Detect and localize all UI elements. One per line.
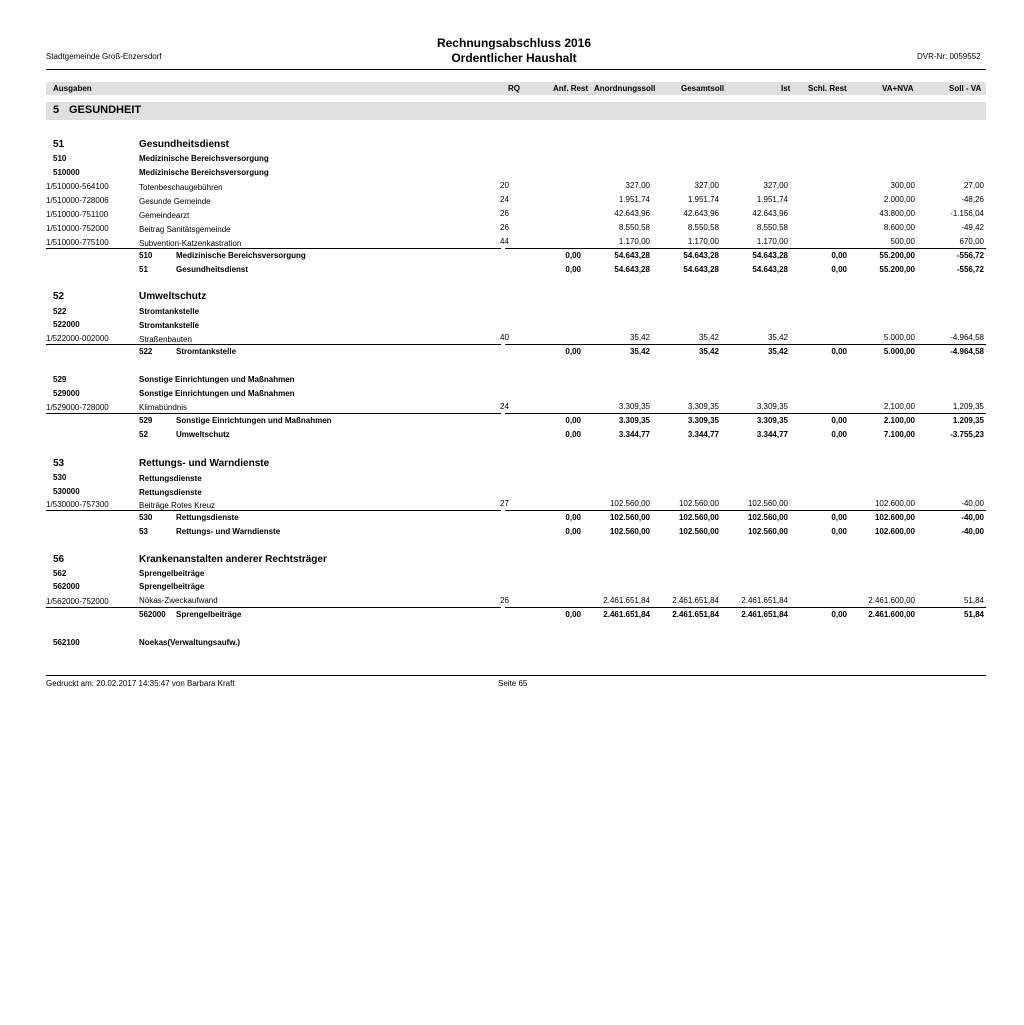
subtotal-soll-va: -556,72 <box>956 265 984 274</box>
section-number: 5 <box>53 104 60 116</box>
subtotal-va-nva: 7.100,00 <box>883 430 915 439</box>
col-anordnungssoll: Anordnungssoll <box>594 84 656 93</box>
subgroup-code: 530 <box>53 473 67 482</box>
subgroup-title: Sonstige Einrichtungen und Maßnahmen <box>139 375 295 384</box>
subtotal-schl-rest: 0,00 <box>831 251 847 260</box>
item-text: Klimabündnis <box>139 403 188 412</box>
item-ist: 102.560,00 <box>747 499 788 508</box>
subgroup-code: 510000 <box>53 168 80 177</box>
printed-info: Gedruckt am: 20.02.2017 14:35:47 von Barbara Kraft <box>46 679 235 688</box>
account-number: 1/510000-728006 <box>46 196 109 205</box>
subtotal-ist: 3.309,35 <box>756 416 788 425</box>
subtotal-ist: 2.461.651,84 <box>741 610 788 619</box>
item-gesamtsoll: 2.461.651,84 <box>672 596 719 605</box>
item-anordnungssoll: 3.309,35 <box>618 402 650 411</box>
subtotal-rule <box>505 510 986 511</box>
col-va-nva: VA+NVA <box>882 84 914 93</box>
subtotal-text: Sonstige Einrichtungen und Maßnahmen <box>176 416 332 425</box>
item-va-nva: 8.600,00 <box>883 223 915 232</box>
account-number: 1/529000-728000 <box>46 403 109 412</box>
account-number: 1/510000-751100 <box>46 210 109 219</box>
item-rq: 20 <box>500 181 509 190</box>
subtotal-soll-va: -40,00 <box>961 513 984 522</box>
item-rq: 26 <box>500 223 509 232</box>
subtotal-code: 562000 <box>139 610 166 619</box>
subtotal-rule <box>505 344 986 345</box>
subgroup-title: Sprengelbeiträge <box>139 582 205 591</box>
subtotal-code: 522 <box>139 347 153 356</box>
item-va-nva: 5.000,00 <box>883 333 915 342</box>
item-anordnungssoll: 327,00 <box>625 181 650 190</box>
subtotal-soll-va: -3.755,23 <box>950 430 984 439</box>
item-gesamtsoll: 102.560,00 <box>678 499 719 508</box>
item-rq: 44 <box>500 237 509 246</box>
report-subtitle: Ordentlicher Haushalt <box>451 51 577 65</box>
subgroup-title: Medizinische Bereichsversorgung <box>139 154 269 163</box>
item-gesamtsoll: 3.309,35 <box>687 402 719 411</box>
subtotal-va-nva: 55.200,00 <box>879 251 915 260</box>
group-code: 51 <box>53 139 65 150</box>
item-soll-va: -40,00 <box>961 499 984 508</box>
item-soll-va: -49,42 <box>961 223 984 232</box>
item-soll-va: -48,26 <box>961 195 984 204</box>
subtotal-anf-rest: 0,00 <box>565 416 581 425</box>
subtotal-va-nva: 5.000,00 <box>883 347 915 356</box>
item-va-nva: 2.000,00 <box>883 195 915 204</box>
item-text: Subvention-Katzenkastration <box>139 239 242 248</box>
subtotal-schl-rest: 0,00 <box>831 416 847 425</box>
dvr-number: DVR-Nr: 0059552 <box>917 52 981 61</box>
subtotal-code: 530 <box>139 513 153 522</box>
subtotal-anordnungssoll: 54.643,28 <box>614 251 650 260</box>
item-anordnungssoll: 102.560,00 <box>609 499 650 508</box>
col-rq: RQ <box>508 84 520 93</box>
account-number: 1/510000-775100 <box>46 238 109 247</box>
subtotal-code: 52 <box>139 430 148 439</box>
subtotal-text: Rettungsdienste <box>176 513 239 522</box>
item-rq: 24 <box>500 402 509 411</box>
subtotal-gesamtsoll: 54.643,28 <box>683 265 719 274</box>
subtotal-gesamtsoll: 54.643,28 <box>683 251 719 260</box>
item-text: Totenbeschaugebühren <box>139 183 223 192</box>
subtotal-anf-rest: 0,00 <box>565 430 581 439</box>
subtotal-anf-rest: 0,00 <box>565 347 581 356</box>
item-va-nva: 43.800,00 <box>879 209 915 218</box>
subtotal-schl-rest: 0,00 <box>831 610 847 619</box>
item-anordnungssoll: 35,42 <box>629 333 650 342</box>
item-ist: 2.461.651,84 <box>741 596 788 605</box>
subtotal-rule <box>46 510 501 511</box>
subtotal-ist: 102.560,00 <box>747 513 788 522</box>
subgroup-title: Sprengelbeiträge <box>139 569 205 578</box>
item-ist: 1.951,74 <box>756 195 788 204</box>
subgroup-code: 522000 <box>53 320 80 329</box>
subgroup-code: 529 <box>53 375 67 384</box>
account-number: 1/510000-564100 <box>46 182 109 191</box>
subtotal-rule <box>505 413 986 414</box>
item-soll-va: -1.156,04 <box>950 209 984 218</box>
subgroup-title: Stromtankstelle <box>139 321 200 330</box>
group-code: 52 <box>53 291 65 302</box>
item-va-nva: 2.461.600,00 <box>868 596 915 605</box>
item-ist: 3.309,35 <box>756 402 788 411</box>
subtotal-text: Stromtankstelle <box>176 347 237 356</box>
item-ist: 35,42 <box>767 333 788 342</box>
subtotal-va-nva: 55.200,00 <box>879 265 915 274</box>
item-va-nva: 102.600,00 <box>874 499 915 508</box>
subtotal-code: 529 <box>139 416 153 425</box>
subtotal-gesamtsoll: 3.309,35 <box>687 416 719 425</box>
subgroup-title: Sonstige Einrichtungen und Maßnahmen <box>139 389 295 398</box>
subgroup-title: Rettungsdienste <box>139 488 202 497</box>
footer-rule <box>46 675 986 676</box>
item-ist: 42.643,96 <box>752 209 788 218</box>
account-number: 1/522000-002000 <box>46 334 109 343</box>
subtotal-schl-rest: 0,00 <box>831 513 847 522</box>
subtotal-schl-rest: 0,00 <box>831 527 847 536</box>
item-ist: 8.550,58 <box>756 223 788 232</box>
item-gesamtsoll: 42.643,96 <box>683 209 719 218</box>
group-code: 53 <box>53 458 65 469</box>
subtotal-soll-va: -4.964,58 <box>950 347 984 356</box>
subtotal-anordnungssoll: 102.560,00 <box>609 527 650 536</box>
item-rq: 26 <box>500 209 509 218</box>
subtotal-anordnungssoll: 3.309,35 <box>618 416 650 425</box>
item-text: Straßenbauten <box>139 335 192 344</box>
item-text: Beitrag Sanitätsgemeinde <box>139 225 231 234</box>
subtotal-text: Sprengelbeiträge <box>176 610 242 619</box>
subtotal-soll-va: 1.209,35 <box>952 416 984 425</box>
col-gesamtsoll: Gesamtsoll <box>681 84 725 93</box>
subtotal-gesamtsoll: 3.344,77 <box>687 430 719 439</box>
col-ist: Ist <box>781 84 791 93</box>
item-soll-va: 51,84 <box>963 596 984 605</box>
subtotal-gesamtsoll: 102.560,00 <box>678 513 719 522</box>
subgroup-code: 562100 <box>53 638 80 647</box>
subtotal-anordnungssoll: 3.344,77 <box>618 430 650 439</box>
account-number: 1/562000-752000 <box>46 597 109 606</box>
item-anordnungssoll: 1.951,74 <box>618 195 650 204</box>
municipality-name: Stadtgemeinde Groß-Enzersdorf <box>46 52 162 61</box>
subtotal-code: 51 <box>139 265 148 274</box>
item-anordnungssoll: 42.643,96 <box>614 209 650 218</box>
item-va-nva: 300,00 <box>890 181 915 190</box>
item-soll-va: -4.964,58 <box>950 333 984 342</box>
subtotal-anf-rest: 0,00 <box>565 251 581 260</box>
item-rq: 24 <box>500 195 509 204</box>
subtotal-anf-rest: 0,00 <box>565 513 581 522</box>
subtotal-rule <box>46 344 501 345</box>
group-title: Krankenanstalten anderer Rechtsträger <box>139 554 327 565</box>
subtotal-code: 53 <box>139 527 148 536</box>
item-ist: 1.170,00 <box>756 237 788 246</box>
subtotal-ist: 102.560,00 <box>747 527 788 536</box>
subtotal-gesamtsoll: 102.560,00 <box>678 527 719 536</box>
item-gesamtsoll: 1.951,74 <box>687 195 719 204</box>
subtotal-text: Rettungs- und Warndienste <box>176 527 281 536</box>
subtotal-text: Medizinische Bereichsversorgung <box>176 251 306 260</box>
item-anordnungssoll: 8.550,58 <box>618 223 650 232</box>
subtotal-va-nva: 2.461.600,00 <box>868 610 915 619</box>
item-va-nva: 500,00 <box>890 237 915 246</box>
header-rule <box>46 69 986 70</box>
subtotal-anf-rest: 0,00 <box>565 610 581 619</box>
item-soll-va: 1.209,35 <box>952 402 984 411</box>
section-bar <box>46 102 986 120</box>
subgroup-code: 522 <box>53 307 67 316</box>
subtotal-schl-rest: 0,00 <box>831 430 847 439</box>
subtotal-code: 510 <box>139 251 153 260</box>
item-gesamtsoll: 35,42 <box>698 333 719 342</box>
item-text: Gemeindearzt <box>139 211 190 220</box>
item-text: Nökas-Zweckaufwand <box>139 596 218 605</box>
subtotal-ist: 54.643,28 <box>752 251 788 260</box>
report-title: Rechnungsabschluss 2016 <box>436 36 592 50</box>
subtotal-gesamtsoll: 2.461.651,84 <box>672 610 719 619</box>
subtotal-text: Gesundheitsdienst <box>176 265 249 274</box>
subgroup-title: Stromtankstelle <box>139 307 200 316</box>
subtotal-soll-va: -40,00 <box>961 527 984 536</box>
subgroup-title: Noekas(Verwaltungsaufw.) <box>139 638 241 647</box>
subgroup-title: Medizinische Bereichsversorgung <box>139 168 269 177</box>
col-schl-rest: Schl. Rest <box>808 84 847 93</box>
item-rq: 40 <box>500 333 509 342</box>
subtotal-anordnungssoll: 54.643,28 <box>614 265 650 274</box>
subgroup-code: 562 <box>53 569 67 578</box>
group-code: 56 <box>53 554 65 565</box>
item-text: Beiträge Rotes Kreuz <box>139 501 216 510</box>
group-title: Gesundheitsdienst <box>139 139 230 150</box>
item-gesamtsoll: 327,00 <box>694 181 719 190</box>
subgroup-code: 510 <box>53 154 67 163</box>
item-anordnungssoll: 2.461.651,84 <box>603 596 650 605</box>
subtotal-anf-rest: 0,00 <box>565 265 581 274</box>
col-anf-rest: Anf. Rest <box>553 84 589 93</box>
subtotal-anordnungssoll: 102.560,00 <box>609 513 650 522</box>
subtotal-anf-rest: 0,00 <box>565 527 581 536</box>
item-va-nva: 2.100,00 <box>883 402 915 411</box>
subtotal-anordnungssoll: 35,42 <box>629 347 650 356</box>
subtotal-va-nva: 2.100,00 <box>883 416 915 425</box>
col-soll-va: Soll - VA <box>949 84 982 93</box>
subtotal-soll-va: -556,72 <box>956 251 984 260</box>
subgroup-title: Rettungsdienste <box>139 474 202 483</box>
item-soll-va: 27,00 <box>963 181 984 190</box>
account-number: 1/510000-752000 <box>46 224 109 233</box>
subtotal-rule <box>505 248 986 249</box>
subtotal-rule <box>46 607 501 608</box>
subgroup-code: 530000 <box>53 487 80 496</box>
subtotal-ist: 54.643,28 <box>752 265 788 274</box>
group-title: Rettungs- und Warndienste <box>139 458 270 469</box>
subtotal-soll-va: 51,84 <box>963 610 984 619</box>
section-title: GESUNDHEIT <box>69 104 142 116</box>
page-number: Seite 65 <box>498 679 528 688</box>
subtotal-va-nva: 102.600,00 <box>874 513 915 522</box>
item-ist: 327,00 <box>763 181 788 190</box>
subtotal-anordnungssoll: 2.461.651,84 <box>603 610 650 619</box>
subtotal-schl-rest: 0,00 <box>831 265 847 274</box>
col-ausgaben: Ausgaben <box>53 84 92 93</box>
subtotal-ist: 3.344,77 <box>756 430 788 439</box>
item-gesamtsoll: 1.170,00 <box>687 237 719 246</box>
item-rq: 27 <box>500 499 509 508</box>
subgroup-code: 562000 <box>53 582 80 591</box>
subtotal-rule <box>46 248 501 249</box>
item-gesamtsoll: 8.550,58 <box>687 223 719 232</box>
subtotal-rule <box>46 413 501 414</box>
subtotal-rule <box>505 607 986 608</box>
subtotal-text: Umweltschutz <box>176 430 230 439</box>
subtotal-gesamtsoll: 35,42 <box>698 347 719 356</box>
item-text: Gesunde Gemeinde <box>139 197 211 206</box>
item-rq: 26 <box>500 596 509 605</box>
group-title: Umweltschutz <box>139 291 207 302</box>
subtotal-schl-rest: 0,00 <box>831 347 847 356</box>
item-soll-va: 670,00 <box>959 237 984 246</box>
subtotal-va-nva: 102.600,00 <box>874 527 915 536</box>
item-anordnungssoll: 1.170,00 <box>618 237 650 246</box>
subtotal-ist: 35,42 <box>767 347 788 356</box>
subgroup-code: 529000 <box>53 389 80 398</box>
account-number: 1/530000-757300 <box>46 500 109 509</box>
